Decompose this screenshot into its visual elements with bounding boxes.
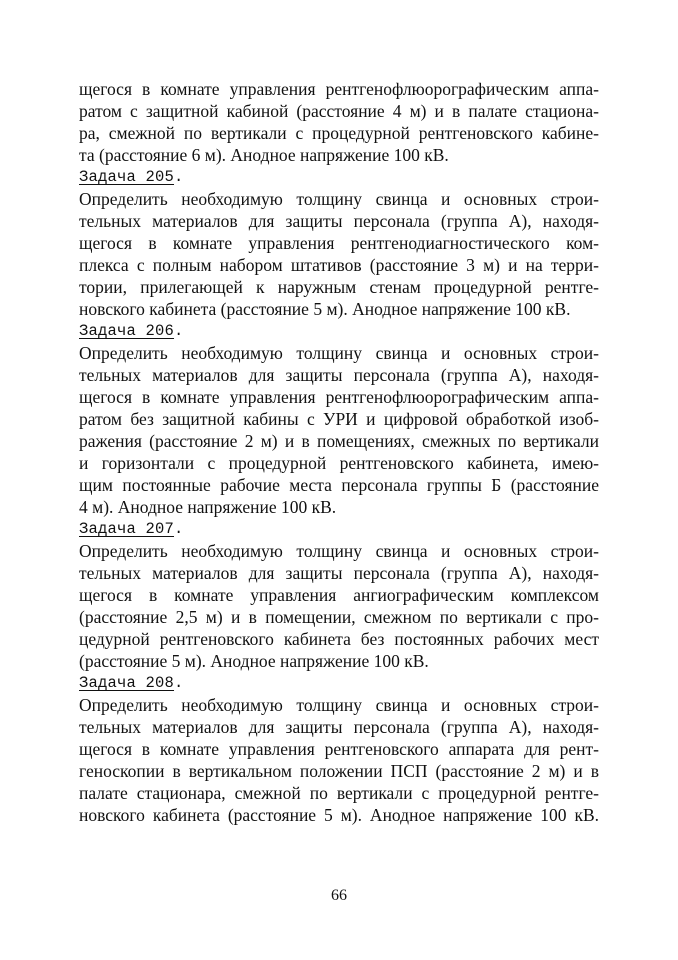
text-line: и горизонтали с процедурной рентгеновского кабинета, имею-: [79, 453, 599, 473]
text-line: тельных материалов для защиты персонала (группа А), находя-: [79, 563, 599, 583]
task-heading: [79, 672, 599, 694]
text-line: щегося в комнате управления рентгенофлюорографическим аппа-: [79, 387, 599, 407]
task-heading: [79, 320, 599, 342]
text-line: ратом без защитной кабины с УРИ и цифровой обработкой изоб-: [79, 409, 599, 429]
task-206: [79, 320, 599, 518]
task-heading-text: Задача 207: [79, 520, 175, 538]
text-line: ратом с защитной кабиной (расстояние 4 м) и в палате стациона-: [79, 101, 599, 121]
text-line: тории, прилегающей к наружным стенам процедурной рентге-: [79, 277, 599, 297]
document-page: [79, 78, 599, 826]
text-line: ражения (расстояние 2 м) и в помещениях, смежных по вертикали: [79, 431, 599, 451]
task-heading: [79, 518, 599, 540]
task-heading-text: Задача 208: [79, 674, 175, 692]
text-line: тельных материалов для защиты персонала (группа А), находя-: [79, 365, 599, 385]
page-number: 66: [331, 887, 347, 904]
text-line: цедурной рентгеновского кабинета без постоянных рабочих мест: [79, 629, 599, 649]
text-line: тельных материалов для защиты персонала (группа А), находя-: [79, 211, 599, 231]
task-heading-period: .: [174, 322, 184, 340]
task-heading-period: .: [174, 674, 184, 692]
text-line: Определить необходимую толщину свинца и основных строи-: [79, 189, 599, 209]
text-line: Определить необходимую толщину свинца и основных строи-: [79, 695, 599, 715]
text-line: щегося в комнате управления рентгенодиагностического ком-: [79, 233, 599, 253]
text-line: щегося в комнате управления ангиографическим комплексом: [79, 585, 599, 605]
text-line: Определить необходимую толщину свинца и основных строи-: [79, 541, 599, 561]
text-line: (расстояние 5 м). Анодное напряжение 100 кВ.: [79, 651, 429, 671]
text-line: новского кабинета (расстояние 5 м). Анодное напряжение 100 кВ.: [79, 805, 599, 825]
text-line: плекса с полным набором штативов (расстояние 3 м) и на терри-: [79, 255, 599, 275]
task-heading-text: Задача 206: [79, 322, 175, 340]
text-line: (расстояние 2,5 м) и в помещении, смежном по вертикали с про-: [79, 607, 599, 627]
text-line: щегося в комнате управления рентгенофлюорографическим аппа-: [79, 79, 599, 99]
text-line: новского кабинета (расстояние 5 м). Анодное напряжение 100 кВ.: [79, 299, 571, 319]
task-205: [79, 166, 599, 320]
task-heading-period: .: [174, 520, 184, 538]
text-line: палате стационара, смежной по вертикали с процедурной рентге-: [79, 783, 599, 803]
text-line: 4 м). Анодное напряжение 100 кВ.: [79, 497, 337, 517]
intro-paragraph: [79, 78, 599, 166]
text-line: Определить необходимую толщину свинца и основных строи-: [79, 343, 599, 363]
task-207: [79, 518, 599, 672]
text-line: щегося в комнате управления рентгеновского аппарата для рент-: [79, 739, 599, 759]
task-208: [79, 672, 599, 826]
text-line: ра, смежной по вертикали с процедурной рентгеновского кабине-: [79, 123, 599, 143]
text-line: тельных материалов для защиты персонала (группа А), находя-: [79, 717, 599, 737]
task-heading-text: Задача 205: [79, 168, 175, 186]
text-line: та (расстояние 6 м). Анодное напряжение 100 кВ.: [79, 145, 449, 165]
task-heading-period: .: [174, 168, 184, 186]
task-heading: [79, 166, 599, 188]
text-line: геноскопии в вертикальном положении ПСП (расстояние 2 м) и в: [79, 761, 599, 781]
text-line: щим постоянные рабочие места персонала группы Б (расстояние: [79, 475, 599, 495]
